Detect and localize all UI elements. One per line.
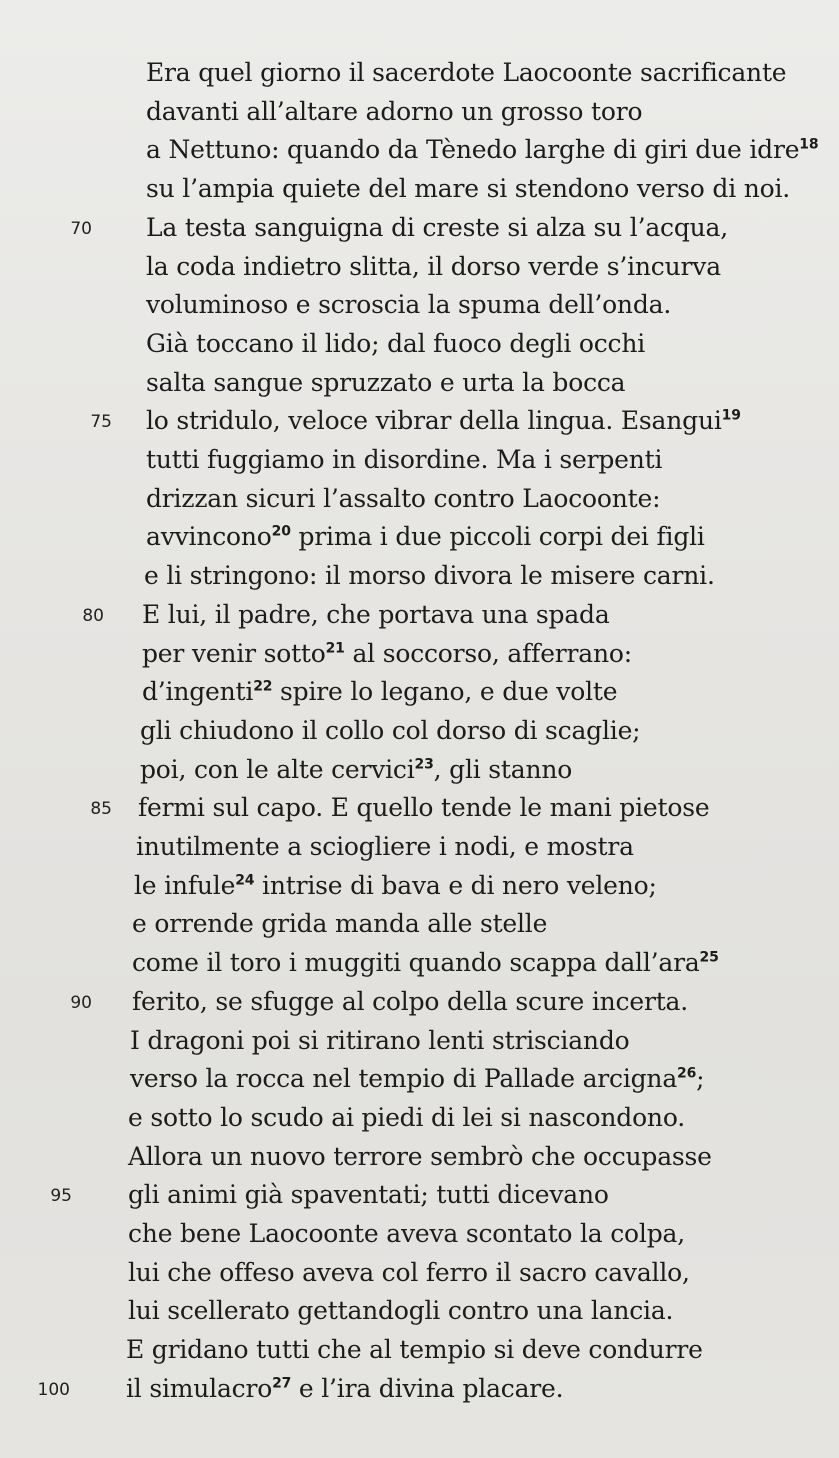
verse-text: il simulacro (126, 1373, 273, 1403)
verse-line (136, 832, 634, 862)
verse-line (146, 522, 705, 552)
verse-text: E lui, il padre, che portava una spada (142, 599, 610, 629)
verse-text: tutti fuggiamo in disordine. Ma i serpenti (146, 445, 663, 474)
verse-text: e sotto lo scudo ai piedi di lei si nascondono. (128, 1102, 685, 1132)
verse-text: E gridano tutti che al tempio si deve condurre (126, 1335, 703, 1365)
verse-line (146, 174, 790, 204)
verse-text: poi, con le alte cervici (140, 754, 415, 784)
line-number: 90 (70, 992, 92, 1013)
verse-line (142, 600, 610, 630)
line-number: 80 (82, 605, 104, 626)
verse-text: per venir sotto (142, 638, 326, 668)
verse-text-continued: spire lo legano, e due volte (272, 677, 618, 707)
verse-text: lo stridulo, veloce vibrar della lingua. Esangui (146, 406, 722, 436)
verse-text: ferito, se sfugge al colpo della scure incerta. (132, 986, 688, 1016)
verse-line (146, 290, 671, 320)
verse-line (146, 213, 728, 243)
footnote-marker: 18 (799, 137, 819, 154)
verse-text: salta sangue spruzzato e urta la bocca (146, 367, 626, 397)
verse-text: davanti all’altare adorno un grosso toro (146, 96, 643, 126)
verse-line (126, 1374, 563, 1404)
verse-line (132, 948, 719, 978)
verse-line (128, 1219, 685, 1249)
verse-text: drizzan sicuri l’assalto contro Laocoonte: (146, 483, 661, 513)
verse-text-continued: ; (696, 1064, 705, 1094)
verse-line (132, 987, 688, 1017)
verse-line (140, 755, 572, 785)
footnote-marker: 26 (677, 1065, 697, 1082)
footnote-marker: 20 (271, 524, 291, 541)
verse-line (126, 1335, 703, 1365)
line-number: 85 (90, 799, 112, 820)
verse-text: la coda indietro slitta, il dorso verde s’incurva (146, 251, 721, 281)
verse-text: e orrende grida manda alle stelle (132, 909, 548, 939)
footnote-marker: 23 (414, 756, 434, 773)
line-number: 70 (70, 218, 92, 239)
verse-line (142, 639, 632, 669)
footnote-marker: 25 (699, 949, 719, 966)
verse-text: verso la rocca nel tempio di Pallade arcigna (130, 1064, 678, 1094)
verse-text-continued: , gli stanno (433, 754, 573, 784)
footnote-marker: 24 (235, 872, 255, 889)
verse-text: e li stringono: il morso divora le misere carni. (144, 561, 715, 591)
footnote-marker: 27 (272, 1375, 292, 1392)
verse-line (142, 677, 617, 707)
verse-text: d’ingenti (142, 677, 254, 707)
verse-line (132, 909, 547, 939)
footnote-marker: 21 (325, 640, 345, 657)
verse-line (128, 1258, 690, 1288)
verse-text: su l’ampia quiete del mare si stendono verso di noi. (146, 174, 791, 204)
verse-line (146, 135, 818, 165)
verse-text: avvincono (146, 522, 272, 552)
verse-line (140, 716, 640, 746)
line-number: 100 (37, 1379, 70, 1400)
verse-text: le infule (134, 870, 236, 900)
footnote-marker: 19 (721, 407, 741, 424)
footnote-marker: 22 (253, 678, 273, 695)
verse-text: I dragoni poi si ritirano lenti strisciando (130, 1025, 630, 1055)
line-number: 75 (90, 412, 112, 433)
verse-text: Era quel giorno il sacerdote Laocoonte sacrificante (146, 58, 787, 87)
verse-line (130, 1064, 704, 1094)
verse-text: a Nettuno: quando da Tènedo larghe di giri due idre (146, 135, 800, 165)
verse-text: gli animi già spaventati; tutti dicevano (128, 1180, 609, 1210)
verse-line (128, 1180, 609, 1210)
verse-text-continued: e l’ira divina placare. (291, 1373, 564, 1403)
verse-text: che bene Laocoonte aveva scontato la colpa, (128, 1219, 685, 1248)
verse-line (130, 1026, 629, 1056)
verse-line (146, 406, 741, 436)
verse-line (146, 97, 642, 127)
verse-line (146, 445, 662, 475)
verse-line (146, 368, 625, 398)
verse-line (128, 1296, 673, 1326)
verse-line (134, 871, 657, 901)
verse-text-continued: al soccorso, afferrano: (344, 638, 632, 668)
verse-line (146, 484, 660, 514)
verse-text: inutilmente a sciogliere i nodi, e mostra (136, 832, 634, 861)
verse-text: gli chiudono il collo col dorso di scaglie; (140, 715, 641, 745)
verse-text: Allora un nuovo terrore sembrò che occupasse (128, 1141, 712, 1171)
verse-line (138, 793, 709, 823)
verse-text: La testa sanguigna di creste si alza su l’acqua, (146, 212, 729, 242)
verse-text: Già toccano il lido; dal fuoco degli occhi (146, 328, 646, 358)
verse-text: lui che offeso aveva col ferro il sacro cavallo, (128, 1257, 690, 1287)
verse-line (146, 252, 721, 282)
verse-text-continued: prima i due piccoli corpi dei figli (290, 522, 705, 552)
verse-text-continued: intrise di bava e di nero veleno; (254, 870, 657, 900)
verse-line (128, 1103, 685, 1133)
verse-line (144, 561, 715, 591)
verse-text: voluminoso e scroscia la spuma dell’onda. (146, 290, 672, 320)
verse-text: fermi sul capo. E quello tende le mani pietose (138, 793, 710, 823)
verse-line (146, 329, 645, 359)
line-number: 95 (50, 1186, 72, 1207)
verse-text: come il toro i muggiti quando scappa dall’ara (132, 948, 700, 978)
verse-line (146, 58, 786, 88)
verse-text: lui scellerato gettandogli contro una lancia. (128, 1296, 674, 1326)
verse-line (128, 1142, 712, 1172)
